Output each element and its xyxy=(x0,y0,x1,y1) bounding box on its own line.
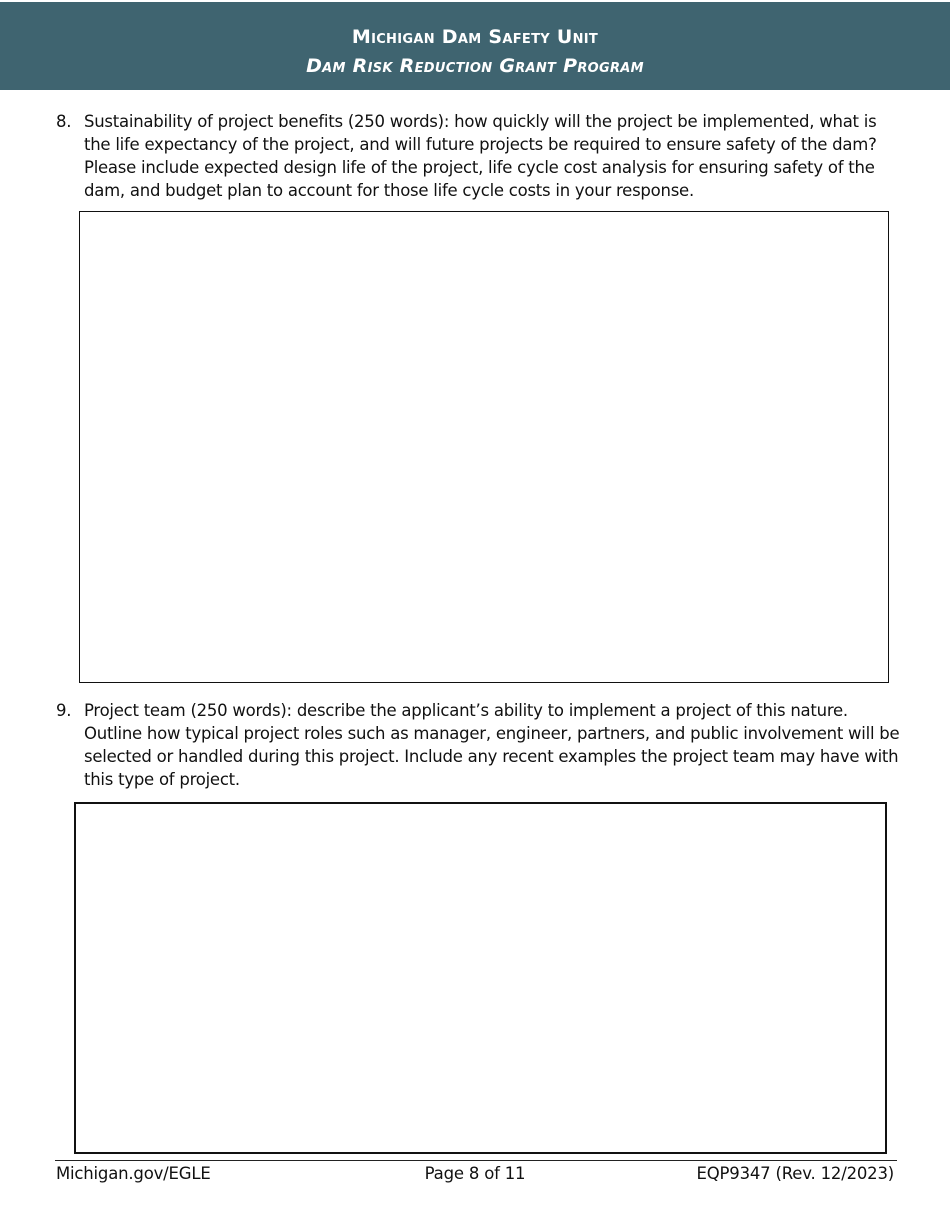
question-text: Project team (250 words): describe the applicant’s ability to implement a project of this nature. Outline how typical project roles such as manager, engineer, partners, and public involvement will be selected or handled during this project. Include any recent examples the project team may have with this type of project. xyxy=(84,701,900,789)
page-header xyxy=(0,2,950,90)
question-text: Sustainability of project benefits (250 words): how quickly will the project be implemented, what is the life expectancy of the project, and will future projects be required to ensure safety of the dam? Please include expected design life of the project, life cycle cost analysis for ensuring safety of the dam, and budget plan to account for those life cycle costs in your response. xyxy=(84,112,877,200)
header-unit-name: Michigan Dam Safety Unit xyxy=(351,26,599,48)
header-program-name: Dam Risk Reduction Grant Program xyxy=(306,55,644,77)
footer-page-number: Page 8 of 11 xyxy=(424,1164,526,1183)
footer-form-id: EQP9347 (Rev. 12/2023) xyxy=(696,1164,894,1183)
question-number: 8. xyxy=(56,112,72,131)
question-8 xyxy=(56,110,901,202)
footer-website: Michigan.gov/EGLE xyxy=(56,1164,211,1183)
question-9-response-field[interactable] xyxy=(74,802,887,1154)
question-9 xyxy=(56,699,901,791)
question-8-response-field[interactable] xyxy=(79,211,889,683)
question-number: 9. xyxy=(56,701,72,720)
footer-divider xyxy=(55,1160,897,1161)
